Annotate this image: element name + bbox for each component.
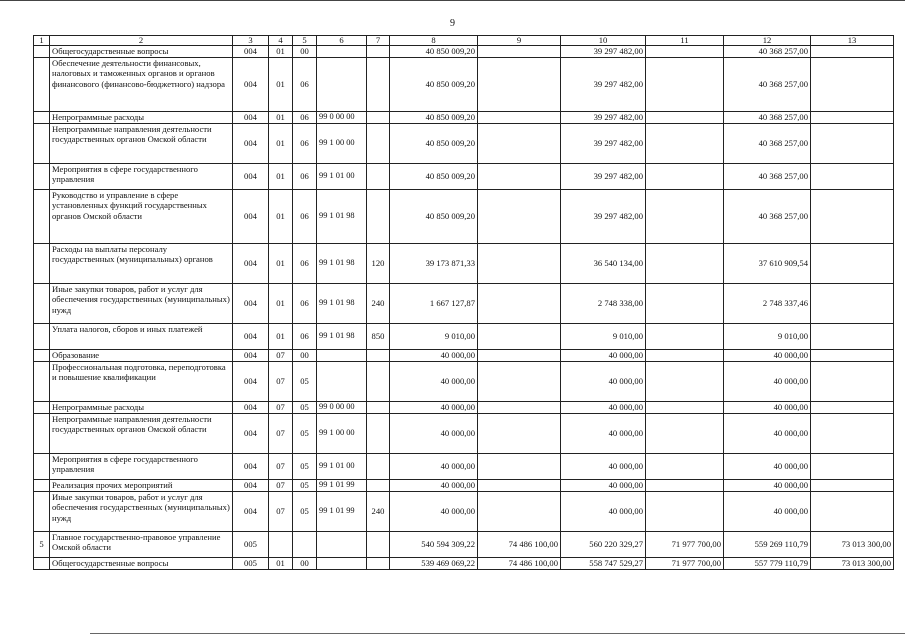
ministry-code: 004 bbox=[233, 112, 269, 124]
item-name: Профессиональная подготовка, переподготовка и повышение квалификации bbox=[50, 362, 233, 402]
item-name: Мероприятия в сфере государственного управления bbox=[50, 164, 233, 190]
amount-col-8: 39 173 871,33 bbox=[390, 244, 478, 284]
table-row bbox=[34, 492, 894, 532]
section-code: 01 bbox=[269, 124, 293, 164]
row-index bbox=[34, 284, 50, 324]
row-index bbox=[34, 480, 50, 492]
amount-col-12: 2 748 337,46 bbox=[724, 284, 811, 324]
target-article-code: 99 1 01 98 bbox=[317, 284, 367, 324]
amount-col-8: 539 469 069,22 bbox=[390, 558, 478, 570]
expense-type-code bbox=[367, 558, 390, 570]
amount-col-11 bbox=[646, 414, 724, 454]
amount-col-13 bbox=[811, 112, 894, 124]
column-number: 11 bbox=[646, 36, 724, 46]
table-row bbox=[34, 244, 894, 284]
amount-col-13 bbox=[811, 492, 894, 532]
target-article-code: 99 1 01 98 bbox=[317, 190, 367, 244]
amount-col-10: 40 000,00 bbox=[561, 454, 646, 480]
target-article-code: 99 1 00 00 bbox=[317, 124, 367, 164]
target-article-code: 99 1 01 99 bbox=[317, 492, 367, 532]
section-code: 01 bbox=[269, 112, 293, 124]
amount-col-13 bbox=[811, 350, 894, 362]
amount-col-11 bbox=[646, 284, 724, 324]
section-code: 01 bbox=[269, 324, 293, 350]
subsection-code: 00 bbox=[293, 46, 317, 58]
expense-type-code bbox=[367, 58, 390, 112]
amount-col-9 bbox=[478, 324, 561, 350]
amount-col-13 bbox=[811, 190, 894, 244]
ministry-code: 004 bbox=[233, 58, 269, 112]
ministry-code: 004 bbox=[233, 454, 269, 480]
item-name: Главное государственно-правовое управление Омской области bbox=[50, 532, 233, 558]
expense-type-code bbox=[367, 46, 390, 58]
amount-col-8: 40 000,00 bbox=[390, 492, 478, 532]
target-article-code bbox=[317, 350, 367, 362]
subsection-code: 00 bbox=[293, 350, 317, 362]
item-name: Реализация прочих мероприятий bbox=[50, 480, 233, 492]
expense-type-code bbox=[367, 414, 390, 454]
column-number: 13 bbox=[811, 36, 894, 46]
column-number: 1 bbox=[34, 36, 50, 46]
amount-col-10: 39 297 482,00 bbox=[561, 124, 646, 164]
amount-col-13: 73 013 300,00 bbox=[811, 532, 894, 558]
amount-col-9 bbox=[478, 284, 561, 324]
ministry-code: 004 bbox=[233, 284, 269, 324]
ministry-code: 005 bbox=[233, 558, 269, 570]
amount-col-9 bbox=[478, 244, 561, 284]
table-row bbox=[34, 190, 894, 244]
ministry-code: 004 bbox=[233, 362, 269, 402]
amount-col-8: 540 594 309,22 bbox=[390, 532, 478, 558]
table-row bbox=[34, 402, 894, 414]
ministry-code: 004 bbox=[233, 402, 269, 414]
amount-col-11 bbox=[646, 164, 724, 190]
ministry-code: 004 bbox=[233, 414, 269, 454]
target-article-code: 99 1 01 99 bbox=[317, 480, 367, 492]
amount-col-12: 40 368 257,00 bbox=[724, 46, 811, 58]
amount-col-10: 2 748 338,00 bbox=[561, 284, 646, 324]
column-number-row bbox=[34, 36, 894, 46]
table-row bbox=[34, 58, 894, 112]
item-name: Уплата налогов, сборов и иных платежей bbox=[50, 324, 233, 350]
row-index bbox=[34, 558, 50, 570]
amount-col-8: 40 850 009,20 bbox=[390, 164, 478, 190]
amount-col-11 bbox=[646, 402, 724, 414]
page-number: 9 bbox=[450, 18, 455, 29]
section-code: 07 bbox=[269, 350, 293, 362]
amount-col-13 bbox=[811, 414, 894, 454]
amount-col-8: 40 850 009,20 bbox=[390, 124, 478, 164]
amount-col-11 bbox=[646, 190, 724, 244]
amount-col-10: 40 000,00 bbox=[561, 402, 646, 414]
amount-col-13 bbox=[811, 324, 894, 350]
column-number: 5 bbox=[293, 36, 317, 46]
amount-col-8: 9 010,00 bbox=[390, 324, 478, 350]
row-index bbox=[34, 454, 50, 480]
amount-col-10: 558 747 529,27 bbox=[561, 558, 646, 570]
section-code bbox=[269, 532, 293, 558]
ministry-code: 004 bbox=[233, 350, 269, 362]
amount-col-12: 40 000,00 bbox=[724, 362, 811, 402]
amount-col-11 bbox=[646, 480, 724, 492]
amount-col-9 bbox=[478, 362, 561, 402]
target-article-code bbox=[317, 58, 367, 112]
item-name: Иные закупки товаров, работ и услуг для обеспечения государственных (муниципальных) нужд bbox=[50, 492, 233, 532]
amount-col-11 bbox=[646, 124, 724, 164]
expense-type-code: 120 bbox=[367, 244, 390, 284]
amount-col-9 bbox=[478, 46, 561, 58]
amount-col-9 bbox=[478, 414, 561, 454]
ministry-code: 004 bbox=[233, 164, 269, 190]
amount-col-11: 71 977 700,00 bbox=[646, 532, 724, 558]
table-row bbox=[34, 124, 894, 164]
amount-col-12: 37 610 909,54 bbox=[724, 244, 811, 284]
amount-col-8: 40 850 009,20 bbox=[390, 58, 478, 112]
amount-col-10: 39 297 482,00 bbox=[561, 46, 646, 58]
amount-col-10: 560 220 329,27 bbox=[561, 532, 646, 558]
amount-col-9 bbox=[478, 454, 561, 480]
expense-type-code: 240 bbox=[367, 492, 390, 532]
row-index bbox=[34, 112, 50, 124]
amount-col-9 bbox=[478, 124, 561, 164]
amount-col-12: 557 779 110,79 bbox=[724, 558, 811, 570]
expense-type-code bbox=[367, 480, 390, 492]
target-article-code bbox=[317, 532, 367, 558]
target-article-code bbox=[317, 362, 367, 402]
item-name: Мероприятия в сфере государственного управления bbox=[50, 454, 233, 480]
ministry-code: 004 bbox=[233, 480, 269, 492]
expense-type-code bbox=[367, 164, 390, 190]
subsection-code: 05 bbox=[293, 480, 317, 492]
expense-type-code: 240 bbox=[367, 284, 390, 324]
item-name: Обеспечение деятельности финансовых, налоговых и таможенных органов и органов финансового (финансово-бюджетного) надзора bbox=[50, 58, 233, 112]
column-number: 6 bbox=[317, 36, 367, 46]
amount-col-11 bbox=[646, 350, 724, 362]
column-number: 12 bbox=[724, 36, 811, 46]
amount-col-9 bbox=[478, 350, 561, 362]
amount-col-9 bbox=[478, 402, 561, 414]
expense-type-code bbox=[367, 362, 390, 402]
item-name: Иные закупки товаров, работ и услуг для обеспечения государственных (муниципальных) нужд bbox=[50, 284, 233, 324]
amount-col-13 bbox=[811, 284, 894, 324]
column-number: 3 bbox=[233, 36, 269, 46]
section-code: 01 bbox=[269, 284, 293, 324]
table-row bbox=[34, 284, 894, 324]
subsection-code: 06 bbox=[293, 58, 317, 112]
section-code: 01 bbox=[269, 190, 293, 244]
subsection-code: 05 bbox=[293, 492, 317, 532]
column-number: 4 bbox=[269, 36, 293, 46]
amount-col-12: 40 000,00 bbox=[724, 402, 811, 414]
subsection-code: 05 bbox=[293, 454, 317, 480]
expense-type-code bbox=[367, 124, 390, 164]
section-code: 07 bbox=[269, 454, 293, 480]
subsection-code: 06 bbox=[293, 124, 317, 164]
row-index bbox=[34, 46, 50, 58]
row-index bbox=[34, 164, 50, 190]
item-name: Образование bbox=[50, 350, 233, 362]
section-code: 07 bbox=[269, 414, 293, 454]
section-code: 07 bbox=[269, 362, 293, 402]
ministry-code: 004 bbox=[233, 492, 269, 532]
amount-col-10: 9 010,00 bbox=[561, 324, 646, 350]
section-code: 01 bbox=[269, 244, 293, 284]
subsection-code: 06 bbox=[293, 284, 317, 324]
amount-col-13 bbox=[811, 124, 894, 164]
expense-type-code bbox=[367, 350, 390, 362]
column-number: 9 bbox=[478, 36, 561, 46]
ministry-code: 004 bbox=[233, 324, 269, 350]
amount-col-9 bbox=[478, 112, 561, 124]
amount-col-11 bbox=[646, 492, 724, 532]
ministry-code: 005 bbox=[233, 532, 269, 558]
amount-col-10: 36 540 134,00 bbox=[561, 244, 646, 284]
amount-col-13 bbox=[811, 164, 894, 190]
row-index bbox=[34, 414, 50, 454]
subsection-code: 06 bbox=[293, 244, 317, 284]
table-row bbox=[34, 46, 894, 58]
amount-col-9 bbox=[478, 164, 561, 190]
amount-col-12: 40 000,00 bbox=[724, 414, 811, 454]
target-article-code: 99 1 01 00 bbox=[317, 454, 367, 480]
expense-type-code: 850 bbox=[367, 324, 390, 350]
amount-col-12: 40 368 257,00 bbox=[724, 124, 811, 164]
amount-col-12: 9 010,00 bbox=[724, 324, 811, 350]
table-row bbox=[34, 362, 894, 402]
item-name: Общегосударственные вопросы bbox=[50, 558, 233, 570]
scan-edge-bottom bbox=[90, 633, 905, 634]
table-row bbox=[34, 454, 894, 480]
amount-col-9 bbox=[478, 58, 561, 112]
amount-col-10: 40 000,00 bbox=[561, 492, 646, 532]
amount-col-8: 40 000,00 bbox=[390, 350, 478, 362]
amount-col-13 bbox=[811, 244, 894, 284]
subsection-code: 06 bbox=[293, 164, 317, 190]
amount-col-13 bbox=[811, 362, 894, 402]
table-row bbox=[34, 558, 894, 570]
row-index: 5 bbox=[34, 532, 50, 558]
row-index bbox=[34, 324, 50, 350]
ministry-code: 004 bbox=[233, 244, 269, 284]
table-row bbox=[34, 112, 894, 124]
table-row bbox=[34, 480, 894, 492]
amount-col-11 bbox=[646, 362, 724, 402]
amount-col-13 bbox=[811, 480, 894, 492]
ministry-code: 004 bbox=[233, 190, 269, 244]
row-index bbox=[34, 402, 50, 414]
amount-col-10: 39 297 482,00 bbox=[561, 112, 646, 124]
amount-col-12: 40 000,00 bbox=[724, 350, 811, 362]
scan-edge-top bbox=[0, 0, 905, 1]
table-row bbox=[34, 350, 894, 362]
amount-col-13 bbox=[811, 402, 894, 414]
amount-col-11: 71 977 700,00 bbox=[646, 558, 724, 570]
target-article-code: 99 1 00 00 bbox=[317, 414, 367, 454]
amount-col-11 bbox=[646, 454, 724, 480]
amount-col-11 bbox=[646, 324, 724, 350]
subsection-code: 06 bbox=[293, 112, 317, 124]
section-code: 07 bbox=[269, 480, 293, 492]
target-article-code: 99 0 00 00 bbox=[317, 402, 367, 414]
amount-col-11 bbox=[646, 112, 724, 124]
expense-type-code bbox=[367, 402, 390, 414]
expense-type-code bbox=[367, 112, 390, 124]
amount-col-13 bbox=[811, 46, 894, 58]
subsection-code bbox=[293, 532, 317, 558]
table-row bbox=[34, 414, 894, 454]
amount-col-10: 40 000,00 bbox=[561, 414, 646, 454]
amount-col-11 bbox=[646, 244, 724, 284]
amount-col-11 bbox=[646, 58, 724, 112]
target-article-code: 99 0 00 00 bbox=[317, 112, 367, 124]
column-number: 8 bbox=[390, 36, 478, 46]
item-name: Руководство и управление в сфере установленных функций государственных органов Омской области bbox=[50, 190, 233, 244]
row-index bbox=[34, 244, 50, 284]
amount-col-8: 40 000,00 bbox=[390, 362, 478, 402]
amount-col-10: 39 297 482,00 bbox=[561, 164, 646, 190]
row-index bbox=[34, 190, 50, 244]
row-index bbox=[34, 124, 50, 164]
amount-col-8: 40 000,00 bbox=[390, 402, 478, 414]
amount-col-10: 40 000,00 bbox=[561, 362, 646, 402]
table-row bbox=[34, 532, 894, 558]
row-index bbox=[34, 350, 50, 362]
subsection-code: 06 bbox=[293, 190, 317, 244]
amount-col-13 bbox=[811, 58, 894, 112]
subsection-code: 05 bbox=[293, 362, 317, 402]
item-name: Непрограммные расходы bbox=[50, 402, 233, 414]
ministry-code: 004 bbox=[233, 46, 269, 58]
amount-col-10: 40 000,00 bbox=[561, 480, 646, 492]
row-index bbox=[34, 362, 50, 402]
expense-type-code bbox=[367, 454, 390, 480]
amount-col-12: 40 000,00 bbox=[724, 454, 811, 480]
expense-type-code bbox=[367, 532, 390, 558]
amount-col-10: 39 297 482,00 bbox=[561, 58, 646, 112]
amount-col-12: 40 368 257,00 bbox=[724, 58, 811, 112]
section-code: 01 bbox=[269, 58, 293, 112]
amount-col-8: 1 667 127,87 bbox=[390, 284, 478, 324]
amount-col-12: 40 368 257,00 bbox=[724, 164, 811, 190]
amount-col-12: 40 000,00 bbox=[724, 480, 811, 492]
item-name: Расходы на выплаты персоналу государственных (муниципальных) органов bbox=[50, 244, 233, 284]
column-number: 2 bbox=[50, 36, 233, 46]
amount-col-8: 40 850 009,20 bbox=[390, 46, 478, 58]
expense-type-code bbox=[367, 190, 390, 244]
section-code: 01 bbox=[269, 558, 293, 570]
column-number: 7 bbox=[367, 36, 390, 46]
amount-col-10: 40 000,00 bbox=[561, 350, 646, 362]
subsection-code: 00 bbox=[293, 558, 317, 570]
amount-col-11 bbox=[646, 46, 724, 58]
section-code: 01 bbox=[269, 46, 293, 58]
target-article-code bbox=[317, 46, 367, 58]
row-index bbox=[34, 492, 50, 532]
subsection-code: 06 bbox=[293, 324, 317, 350]
amount-col-9 bbox=[478, 492, 561, 532]
target-article-code bbox=[317, 558, 367, 570]
amount-col-13: 73 013 300,00 bbox=[811, 558, 894, 570]
section-code: 07 bbox=[269, 492, 293, 532]
amount-col-9: 74 486 100,00 bbox=[478, 558, 561, 570]
amount-col-12: 40 000,00 bbox=[724, 492, 811, 532]
item-name: Непрограммные направления деятельности государственных органов Омской области bbox=[50, 414, 233, 454]
item-name: Непрограммные расходы bbox=[50, 112, 233, 124]
amount-col-10: 39 297 482,00 bbox=[561, 190, 646, 244]
amount-col-12: 40 368 257,00 bbox=[724, 112, 811, 124]
amount-col-8: 40 850 009,20 bbox=[390, 190, 478, 244]
amount-col-9 bbox=[478, 190, 561, 244]
amount-col-12: 40 368 257,00 bbox=[724, 190, 811, 244]
amount-col-8: 40 000,00 bbox=[390, 414, 478, 454]
table-row bbox=[34, 164, 894, 190]
section-code: 07 bbox=[269, 402, 293, 414]
amount-col-9 bbox=[478, 480, 561, 492]
subsection-code: 05 bbox=[293, 414, 317, 454]
target-article-code: 99 1 01 98 bbox=[317, 324, 367, 350]
column-number: 10 bbox=[561, 36, 646, 46]
amount-col-12: 559 269 110,79 bbox=[724, 532, 811, 558]
item-name: Общегосударственные вопросы bbox=[50, 46, 233, 58]
row-index bbox=[34, 58, 50, 112]
amount-col-8: 40 850 009,20 bbox=[390, 112, 478, 124]
item-name: Непрограммные направления деятельности государственных органов Омской области bbox=[50, 124, 233, 164]
amount-col-13 bbox=[811, 454, 894, 480]
ministry-code: 004 bbox=[233, 124, 269, 164]
target-article-code: 99 1 01 98 bbox=[317, 244, 367, 284]
table-row bbox=[34, 324, 894, 350]
section-code: 01 bbox=[269, 164, 293, 190]
budget-table bbox=[33, 35, 894, 570]
amount-col-9: 74 486 100,00 bbox=[478, 532, 561, 558]
subsection-code: 05 bbox=[293, 402, 317, 414]
amount-col-8: 40 000,00 bbox=[390, 454, 478, 480]
amount-col-8: 40 000,00 bbox=[390, 480, 478, 492]
target-article-code: 99 1 01 00 bbox=[317, 164, 367, 190]
